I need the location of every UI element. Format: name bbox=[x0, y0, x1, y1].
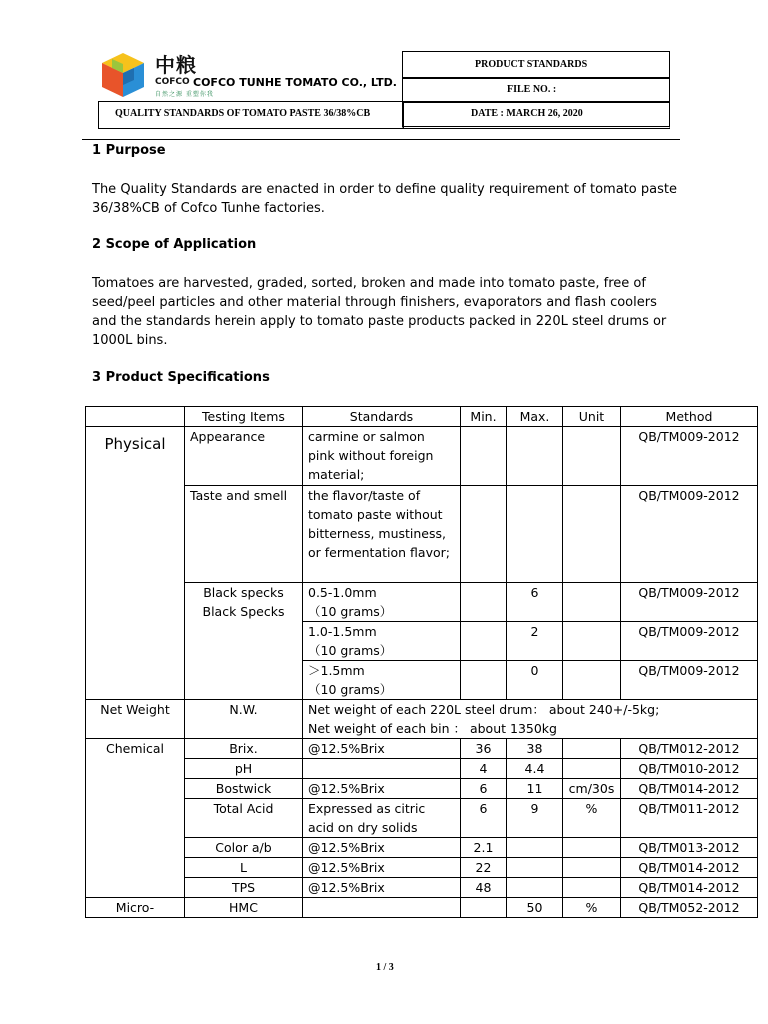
cofco-logo-icon bbox=[98, 51, 148, 99]
item-taste: Taste and smell bbox=[185, 486, 303, 583]
min-total-acid: 6 bbox=[461, 799, 507, 838]
unit-cell bbox=[563, 583, 621, 622]
black-specks-label-2: Black Specks bbox=[202, 604, 285, 619]
item-color: Color a/b bbox=[185, 838, 303, 858]
min-hmc bbox=[461, 898, 507, 918]
unit-total-acid: % bbox=[563, 799, 621, 838]
unit-ph bbox=[563, 759, 621, 779]
table-row bbox=[86, 878, 758, 898]
method-l: QB/TM014-2012 bbox=[621, 858, 758, 878]
method-taste: QB/TM009-2012 bbox=[621, 486, 758, 583]
max-total-acid: 9 bbox=[507, 799, 563, 838]
date-label: DATE : MARCH 26, 2020 bbox=[471, 108, 583, 119]
unit-brix bbox=[563, 739, 621, 759]
item-nw: N.W. bbox=[185, 700, 303, 739]
logo-english-text: COFCO bbox=[155, 77, 190, 87]
spec-table bbox=[85, 406, 758, 918]
method-ph: QB/TM010-2012 bbox=[621, 759, 758, 779]
std-tps: @12.5%Brix bbox=[303, 878, 461, 898]
item-l: L bbox=[185, 858, 303, 878]
method-specks: QB/TM009-2012 bbox=[621, 583, 758, 622]
std-hmc bbox=[303, 898, 461, 918]
item-total-acid: Total Acid bbox=[185, 799, 303, 838]
method-specks: QB/TM009-2012 bbox=[621, 622, 758, 661]
min-tps: 48 bbox=[461, 878, 507, 898]
method-specks: QB/TM009-2012 bbox=[621, 661, 758, 700]
nw-line-1: Net weight of each 220L steel drum： about 240+/-5kg; bbox=[308, 702, 660, 717]
max-color bbox=[507, 838, 563, 858]
std-l: @12.5%Brix bbox=[303, 858, 461, 878]
table-row bbox=[86, 486, 758, 583]
max-l bbox=[507, 858, 563, 878]
group-physical: Physical bbox=[86, 427, 185, 700]
min-ph: 4 bbox=[461, 759, 507, 779]
table-row bbox=[86, 858, 758, 878]
method-appearance: QB/TM009-2012 bbox=[621, 427, 758, 486]
item-appearance: Appearance bbox=[185, 427, 303, 486]
method-brix: QB/TM012-2012 bbox=[621, 739, 758, 759]
header-min: Min. bbox=[461, 407, 507, 427]
purpose-text: The Quality Standards are enacted in order to define quality requirement of tomato paste 36/38%CB of Cofco Tunhe factories. bbox=[92, 182, 677, 216]
header-method: Method bbox=[621, 407, 758, 427]
min-l: 22 bbox=[461, 858, 507, 878]
max-specks: 0 bbox=[507, 661, 563, 700]
specks-grams: （10 grams） bbox=[308, 604, 393, 619]
max-specks: 2 bbox=[507, 622, 563, 661]
max-brix: 38 bbox=[507, 739, 563, 759]
spec-heading: 3 Product Specifications bbox=[92, 370, 270, 385]
table-row bbox=[86, 700, 758, 739]
scope-text: Tomatoes are harvested, graded, sorted, broken and made into tomato paste, free of seed/peel particles and other material through finishers, evaporators and flash coolers and the standards herein apply to tomato paste products packed in 220L steel drums or 1000L bins. bbox=[92, 276, 667, 348]
scope-heading: 2 Scope of Application bbox=[92, 237, 257, 252]
method-color: QB/TM013-2012 bbox=[621, 838, 758, 858]
std-color: @12.5%Brix bbox=[303, 838, 461, 858]
group-net-weight: Net Weight bbox=[86, 700, 185, 739]
max-bostwick: 11 bbox=[507, 779, 563, 799]
std-brix: @12.5%Brix bbox=[303, 739, 461, 759]
table-row bbox=[86, 779, 758, 799]
table-row bbox=[86, 799, 758, 838]
company-name: COFCO TUNHE TOMATO CO., LTD. bbox=[193, 76, 397, 89]
item-bostwick: Bostwick bbox=[185, 779, 303, 799]
group-chemical: Chemical bbox=[86, 739, 185, 898]
table-row bbox=[86, 759, 758, 779]
item-hmc: HMC bbox=[185, 898, 303, 918]
unit-l bbox=[563, 858, 621, 878]
table-header-row bbox=[86, 407, 758, 427]
min-cell bbox=[461, 427, 507, 486]
product-standards-label: PRODUCT STANDARDS bbox=[475, 59, 588, 70]
nw-line-2: Net weight of each bin ： about 1350kg bbox=[308, 721, 557, 736]
unit-cell bbox=[563, 661, 621, 700]
std-specks bbox=[303, 583, 461, 622]
specks-range: 1.0-1.5mm bbox=[308, 624, 377, 639]
max-cell bbox=[507, 427, 563, 486]
specks-grams: （10 grams） bbox=[308, 643, 393, 658]
std-appearance: carmine or salmon pink without foreign material; bbox=[303, 427, 461, 486]
table-row bbox=[86, 427, 758, 486]
specks-range: 0.5-1.0mm bbox=[308, 585, 377, 600]
std-nw bbox=[303, 700, 758, 739]
item-ph: pH bbox=[185, 759, 303, 779]
header-standards: Standards bbox=[303, 407, 461, 427]
unit-bostwick: cm/30s bbox=[563, 779, 621, 799]
max-hmc: 50 bbox=[507, 898, 563, 918]
std-bostwick: @12.5%Brix bbox=[303, 779, 461, 799]
std-taste: the flavor/taste of tomato paste without bitterness, mustiness, or fermentation flavor; bbox=[303, 486, 461, 583]
std-ph bbox=[303, 759, 461, 779]
min-bostwick: 6 bbox=[461, 779, 507, 799]
doc-title: QUALITY STANDARDS OF TOMATO PASTE 36/38%CB bbox=[115, 108, 371, 119]
min-cell bbox=[461, 486, 507, 583]
unit-cell bbox=[563, 486, 621, 583]
unit-hmc: % bbox=[563, 898, 621, 918]
method-tps: QB/TM014-2012 bbox=[621, 878, 758, 898]
purpose-heading: 1 Purpose bbox=[92, 143, 166, 158]
std-total-acid: Expressed as citric acid on dry solids bbox=[303, 799, 461, 838]
file-no-label: FILE NO. : bbox=[507, 84, 557, 95]
max-tps bbox=[507, 878, 563, 898]
unit-cell bbox=[563, 622, 621, 661]
min-cell bbox=[461, 583, 507, 622]
max-specks: 6 bbox=[507, 583, 563, 622]
std-specks bbox=[303, 661, 461, 700]
table-row bbox=[86, 583, 758, 622]
std-specks bbox=[303, 622, 461, 661]
header-group bbox=[86, 407, 185, 427]
method-bostwick: QB/TM014-2012 bbox=[621, 779, 758, 799]
item-tps: TPS bbox=[185, 878, 303, 898]
unit-tps bbox=[563, 878, 621, 898]
header-unit: Unit bbox=[563, 407, 621, 427]
group-micro: Micro- bbox=[86, 898, 185, 918]
unit-color bbox=[563, 838, 621, 858]
page-number: 1 / 3 bbox=[376, 962, 394, 973]
table-row bbox=[86, 838, 758, 858]
logo-chinese-text: 中粮 bbox=[155, 53, 197, 77]
max-cell bbox=[507, 486, 563, 583]
min-brix: 36 bbox=[461, 739, 507, 759]
min-cell bbox=[461, 661, 507, 700]
max-ph: 4.4 bbox=[507, 759, 563, 779]
method-hmc: QB/TM052-2012 bbox=[621, 898, 758, 918]
specks-range: ＞1.5mm bbox=[308, 663, 365, 678]
black-specks-label: Black specks bbox=[203, 585, 284, 600]
table-row bbox=[86, 739, 758, 759]
method-total-acid: QB/TM011-2012 bbox=[621, 799, 758, 838]
min-cell bbox=[461, 622, 507, 661]
specks-grams: （10 grams） bbox=[308, 682, 393, 697]
item-black-specks bbox=[185, 583, 303, 700]
min-color: 2.1 bbox=[461, 838, 507, 858]
unit-cell bbox=[563, 427, 621, 486]
item-brix: Brix. bbox=[185, 739, 303, 759]
header-rule bbox=[82, 139, 680, 140]
header-max: Max. bbox=[507, 407, 563, 427]
table-row bbox=[86, 898, 758, 918]
logo-tagline: 自然之源 重塑你我 bbox=[155, 91, 214, 98]
header-testing-items: Testing Items bbox=[185, 407, 303, 427]
